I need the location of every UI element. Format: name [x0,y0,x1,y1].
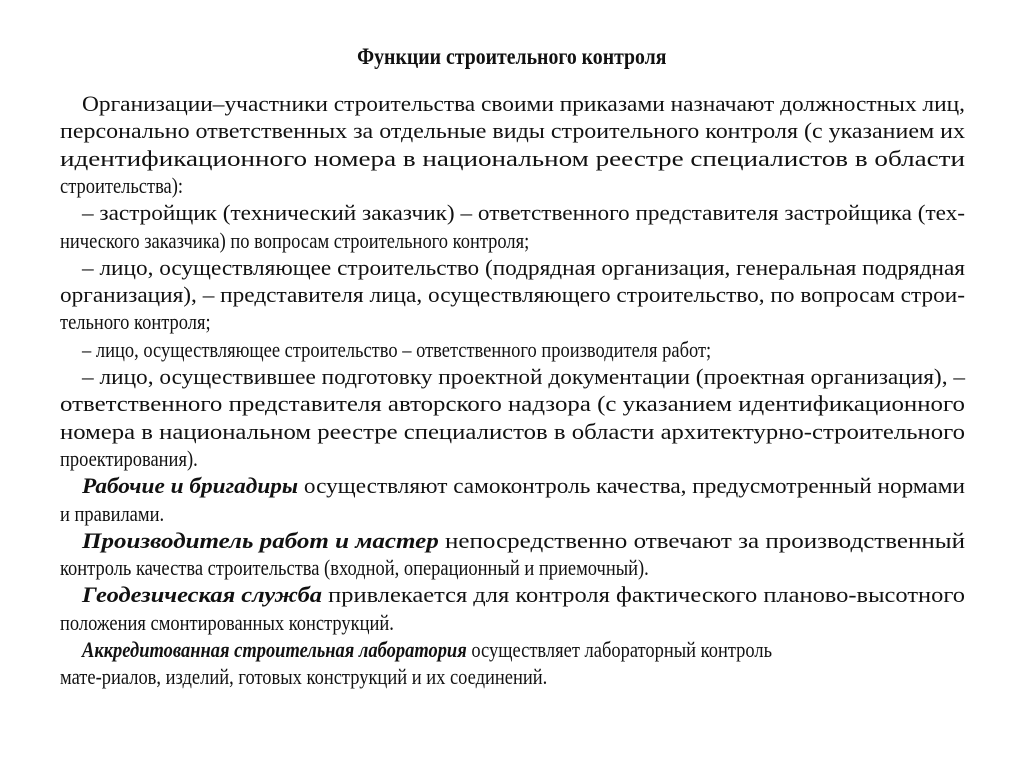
line-text: – застройщик (технический заказчик) – ответственного представителя застройщика (тех- [82,200,965,226]
text-line [60,609,458,636]
line-text: персонально ответственных за отдельные виды строительного контроля (с указанием их [60,118,965,144]
title-text: Функции строительного контроля [357,44,667,69]
line-text: положения смонтированных конструкций. [60,609,394,635]
text-line [60,418,965,445]
text-line [60,554,761,581]
line-text: тельного контроля; [60,309,211,335]
emphasis-term: Рабочие и бригадиры [82,473,299,499]
line-text: мате-риалов, изделий, готовых конструкций и их соединений. [60,664,548,690]
text-line [60,308,239,335]
line-text: проектирования). [60,445,198,471]
text-line [82,199,965,226]
text-line [82,90,965,117]
line-text: строительства): [60,172,184,198]
text-line [60,281,966,308]
text-line [82,581,965,608]
line-text: привлекается для контроля фактического планово-высотного [322,582,965,608]
emphasis-term: Производитель работ и мастер [82,527,439,553]
page-title [0,42,1024,72]
text-line [60,145,965,172]
text-line [82,636,903,663]
text-line [82,363,965,390]
line-text: осуществляет лабораторный контроль [466,637,773,662]
text-line [82,472,966,499]
line-text: и правилами. [60,500,165,526]
text-line [82,336,831,363]
line-text: – лицо, осуществляющее строительство (подрядная организация, генеральная подрядная [82,254,965,280]
text-line [60,172,207,199]
text-line [60,390,966,417]
line-text: – лицо, осуществляющее строительство – ответственного производителя работ; [82,336,712,362]
line-text: – лицо, осуществившее подготовку проектной документации (проектная организация), – [82,364,965,389]
line-text: непосредственно отвечают за производственный [438,527,966,553]
emphasis-term: Аккредитованная строительная лаборатория [82,637,467,662]
line-text: номера в национальном реестре специалистов в области архитектурно-строительного [60,418,965,444]
text-line [82,254,965,281]
text-line [60,227,619,254]
text-line [60,445,224,472]
line-text: Организации–участники строительства своими приказами назначают должностных лиц, [82,91,965,116]
line-text: ответственного представителя авторского надзора (с указанием идентификационного [60,391,966,417]
text-line [60,500,184,527]
text-line [82,527,966,554]
text-line [60,117,965,144]
line-text: нического заказчика) по вопросам строительного контроля; [60,227,530,253]
text-line [60,663,640,690]
line-text: осуществляют самоконтроль качества, предусмотренный нормами [298,473,966,499]
line-text: организация), – представителя лица, осуществляющего строительство, по вопросам строи- [60,282,966,308]
line-text: контроль качества строительства (входной, операционный и приемочный). [60,555,649,581]
emphasis-term: Геодезическая служба [82,582,323,608]
line-text: идентификационного номера в национальном реестре специалистов в области [60,145,965,171]
